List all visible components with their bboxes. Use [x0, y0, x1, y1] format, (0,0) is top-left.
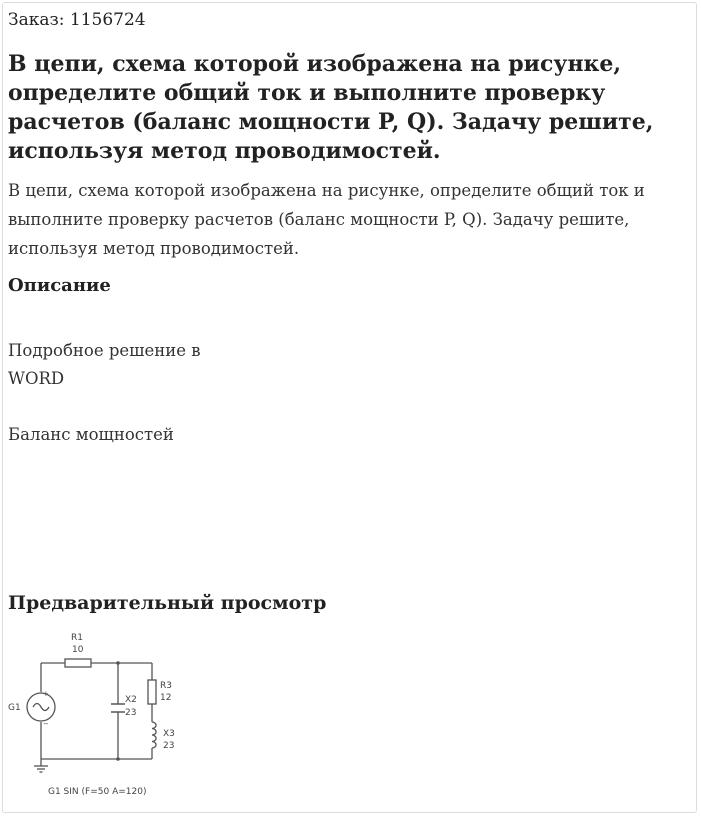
label-x2-name: X2 — [125, 695, 137, 705]
label-x3-name: X3 — [163, 729, 175, 739]
svg-text:+: + — [43, 690, 49, 698]
description-line-balance: Баланс мощностей — [8, 425, 174, 444]
description-heading: Описание — [8, 275, 111, 296]
task-description: В цепи, схема которой изображена на рисунке, определите общий ток и выполните проверку расчетов (баланс мощности P, Q). Задачу решите, используя метод проводимостей. — [8, 181, 645, 258]
label-r3-name: R3 — [160, 681, 172, 691]
circuit-preview-image — [8, 626, 198, 806]
resistor-r1-symbol — [65, 659, 91, 667]
label-x3-value: 23 — [163, 741, 175, 751]
label-x2-value: 23 — [125, 708, 137, 718]
inductor-x3-symbol — [152, 722, 156, 748]
label-r1-value: 10 — [72, 645, 84, 655]
circuit-diagram — [8, 626, 198, 806]
source-spec-label: G1 SIN (F=50 A=120) — [48, 787, 147, 797]
page-title: В цепи, схема которой изображена на рисунке, определите общий ток и выполните проверку расчетов (баланс мощности P, Q). Задачу решите, используя метод проводимостей. — [8, 51, 654, 164]
capacitor-x2-symbol — [111, 704, 125, 712]
label-g1-name: G1 — [8, 703, 21, 713]
ground-icon — [34, 766, 48, 772]
preview-heading: Предварительный просмотр — [8, 592, 327, 614]
description-line-solution: Подробное решение в WORD — [8, 341, 201, 388]
svg-text:−: − — [43, 720, 49, 728]
order-number: Заказ: 1156724 — [8, 10, 146, 30]
label-r1-name: R1 — [71, 633, 83, 643]
resistor-r3-symbol — [148, 680, 156, 704]
label-r3-value: 12 — [160, 693, 172, 703]
